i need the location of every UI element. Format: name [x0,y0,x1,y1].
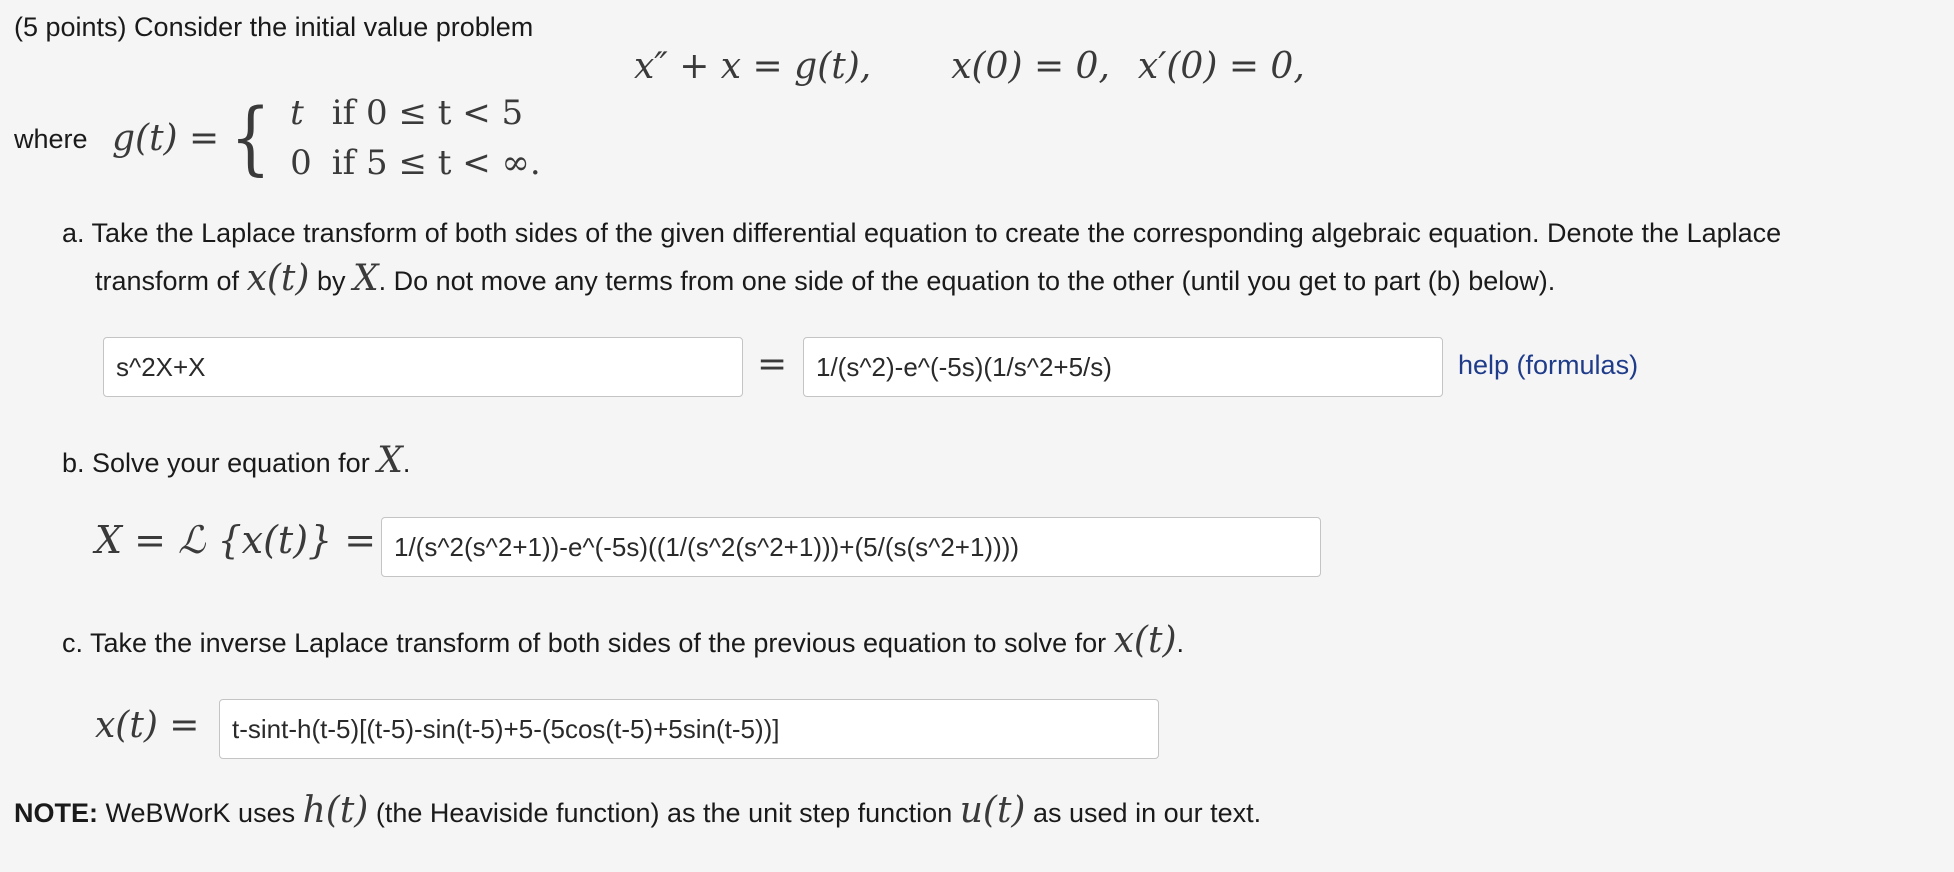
equals-sign: = [757,344,788,385]
inverse-laplace-input[interactable]: t-sint-h(t-5)[(t-5)-sin(t-5)+5-(5cos(t-5)+5sin(t-5))] [219,699,1159,759]
laplace-lhs-input[interactable]: s^2X+X [103,337,743,397]
math-x-of-t: x(t) [246,258,310,299]
text-segment: WeBWorK uses [105,798,296,828]
part-b-instructions [62,440,410,481]
math-u-of-t: u(t) [959,790,1026,831]
case-condition: if 0 ≤ t < 5 [331,93,524,133]
initial-condition-1: x(0) = 0, [951,46,1110,87]
part-a-instructions: a. Take the Laplace transform of both sides of the given differential equation to create the corresponding algebraic equation. Denote the Laplace [62,218,1782,248]
note-label: NOTE: [14,798,98,828]
text-segment: transform of [95,266,240,296]
piecewise-lhs: g(t) = [112,117,220,159]
case-value: t [290,93,304,133]
text-segment: b. Solve your equation for [62,448,370,478]
text-segment: . Do not move any terms from one side of the equation to the other (until you get to part (b) below). [378,266,1556,296]
problem-header: (5 points) Consider the initial value problem [14,12,534,42]
solve-for-X-input[interactable]: 1/(s^2(s^2+1))-e^(-5s)((1/(s^2(s^2+1)))+(5/(s(s^2+1)))) [381,517,1321,577]
text-segment: as used in our text. [1033,798,1262,828]
part-b-lhs: X = ℒ {x(t)} = [95,518,377,562]
piecewise-row [286,88,557,138]
piecewise-definition [112,88,557,188]
main-equation [634,46,1305,87]
part-c-instructions [62,620,1184,661]
text-segment: by [316,266,346,296]
math-h-of-t: h(t) [302,790,369,831]
where-label: where [14,124,88,154]
piecewise-row [286,138,557,188]
case-condition: if 5 ≤ t < ∞. [331,143,541,183]
help-formulas-link[interactable]: help (formulas) [1458,350,1639,380]
part-c-lhs: x(t) = [95,705,200,746]
math-X: X [377,440,403,481]
note [14,790,1261,831]
text-segment: . [1176,628,1184,658]
math-X: X [352,258,379,299]
text-segment: c. Take the inverse Laplace transform of both sides of the previous equation to solve for [62,628,1107,658]
laplace-rhs-input[interactable]: 1/(s^2)-e^(-5s)(1/s^2+5/s) [803,337,1443,397]
left-brace-icon: { [230,91,272,184]
ode-expression: x″ + x = g(t), [634,46,872,87]
initial-condition-2: x′(0) = 0, [1137,46,1305,87]
part-a-instructions-continued [95,258,1555,299]
case-value: 0 [290,143,312,183]
text-segment: (the Heaviside function) as the unit step function [375,798,953,828]
math-x-of-t: x(t) [1113,620,1177,661]
piecewise-cases [286,88,557,188]
text-segment: . [402,448,411,478]
